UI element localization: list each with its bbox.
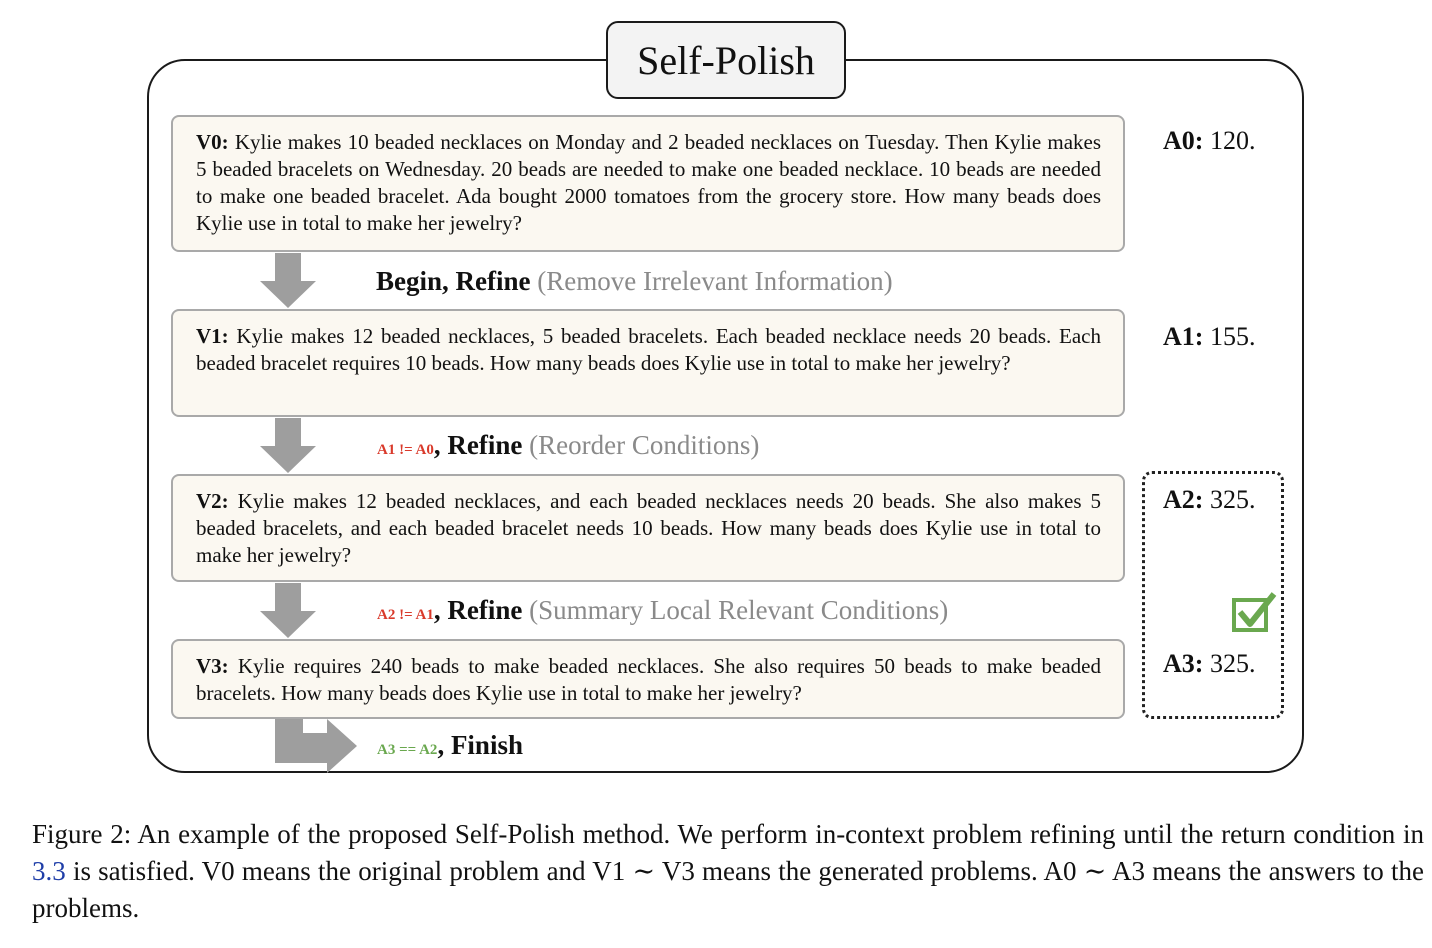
version-box-v0 <box>171 115 1125 252</box>
version-text: Kylie makes 12 beaded necklaces, and each beaded necklaces needs 20 beads. She also makes 5 beaded bracelets, and each beaded bracelet needs 10 beads. How many beads does Kylie use in total to make her jewelry? <box>196 489 1101 567</box>
answer-a2: A2: 325. <box>1163 485 1256 514</box>
answer-a1: A1: 155. <box>1163 322 1256 351</box>
version-label: V3: <box>196 654 229 678</box>
step-begin-refine: Begin, Refine (Remove Irrelevant Information) <box>376 266 893 296</box>
checkmark-icon <box>1230 590 1278 634</box>
figure-caption: Figure 2: An example of the proposed Self-Polish method. We perform in-context problem refining until the return condition in 3.3 is satisfied. V0 means the original problem and V1 ∼ V3 means the generated problems. A0 ∼ A3 means the answers to the problems. <box>32 819 1424 923</box>
step-refine-2: A2 != A1, Refine (Summary Local Relevant Conditions) <box>377 595 949 625</box>
down-arrow-icon <box>260 418 316 473</box>
down-arrow-icon <box>260 583 316 638</box>
answer-a0: A0: 120. <box>1163 126 1256 155</box>
version-box-v2 <box>171 474 1125 582</box>
diagram-title: Self-Polish <box>606 21 846 99</box>
version-box-v3 <box>171 639 1125 719</box>
finish-arrow-icon <box>275 719 359 773</box>
version-text: Kylie makes 10 beaded necklaces on Monday and 2 beaded necklaces on Tuesday. Then Kylie makes 5 beaded bracelets on Wednesday. 20 beads are needed to make one beaded necklace. 10 beads are needed to make one beaded bracelet. Ada bought 2000 tomatoes from the grocery store. How many beads does Kylie use in total to make her jewelry? <box>196 130 1102 235</box>
version-label: V1: <box>196 324 229 348</box>
version-label: V0: <box>196 130 229 154</box>
version-text: Kylie makes 12 beaded necklaces, 5 beaded bracelets. Each beaded necklace needs 20 beads. Each beaded bracelet requires 10 beads. How many beads does Kylie use in total to make her jewelry? <box>196 324 1101 375</box>
answer-a3: A3: 325. <box>1163 649 1256 678</box>
step-finish: A3 == A2, Finish <box>377 730 523 760</box>
down-arrow-icon <box>260 253 316 308</box>
step-refine-1: A1 != A0, Refine (Reorder Conditions) <box>377 430 760 460</box>
version-text: Kylie requires 240 beads to make beaded necklaces. She also requires 50 beads to make beaded bracelets. How many beads does Kylie use in total to make her jewelry? <box>196 654 1102 705</box>
section-reference-link[interactable]: 3.3 <box>32 856 66 886</box>
version-box-v1 <box>171 309 1125 417</box>
version-label: V2: <box>196 489 229 513</box>
